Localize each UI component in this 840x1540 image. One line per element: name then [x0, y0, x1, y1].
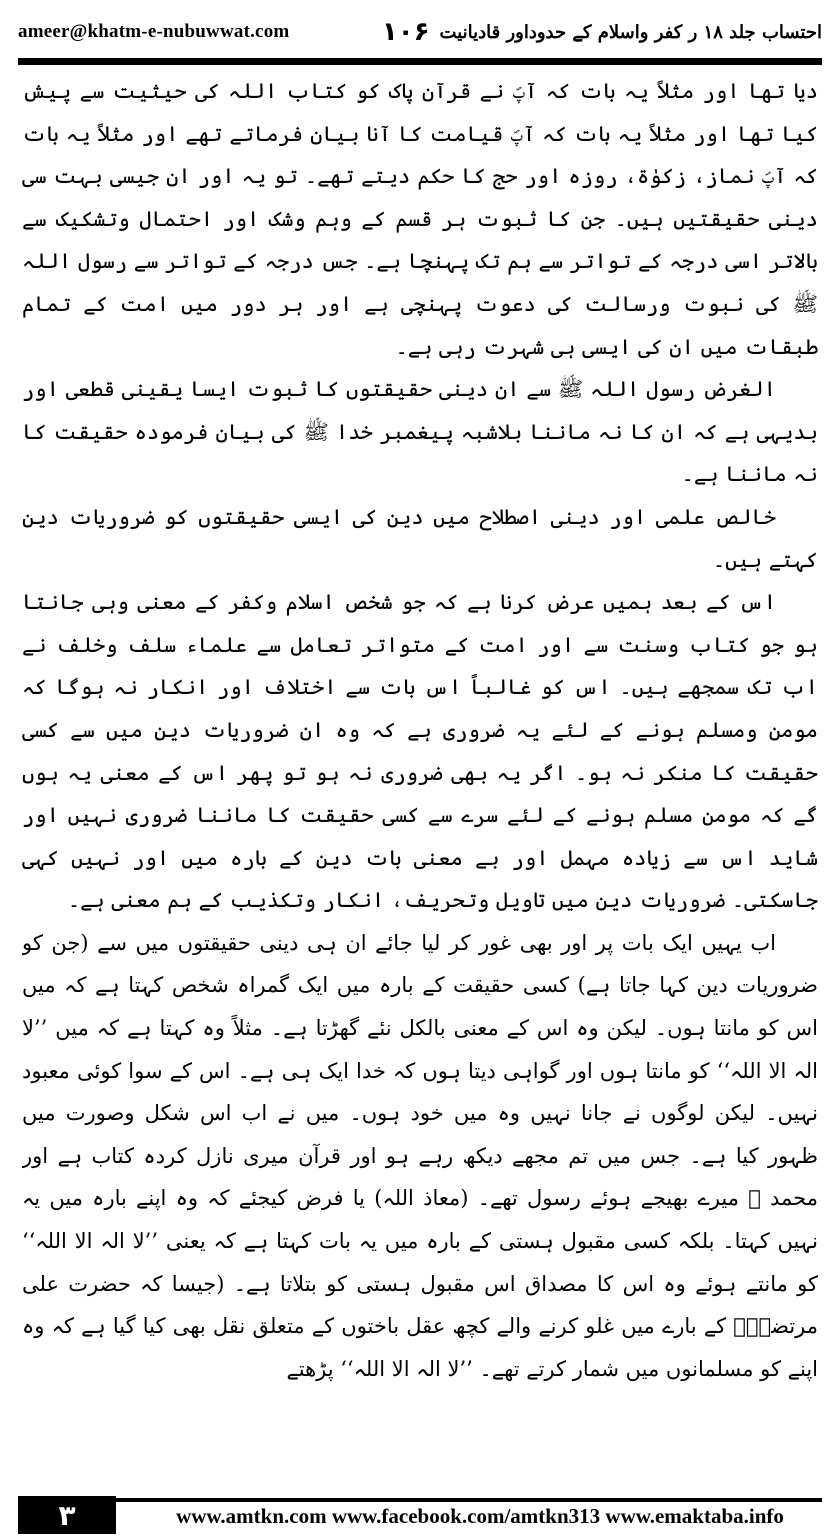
page-header [18, 10, 822, 54]
footer-rule [116, 1498, 822, 1502]
paragraph-1: دیا تھا اور مثلاً یہ بات کہ آپؐ نے قرآن پاک کو کتاب اللہ کی حیثیت سے پیش کیا تھا اور مثلاً یہ بات کہ آپؐ قیامت کا آنا بیان فرماتے تھے اور مثلاً یہ بات کہ آپؐ نماز، زکوٰۃ، روزہ اور حج کا حکم دیتے تھے۔ تو یہ اور ان جیسی بہت سی دینی حقیقتیں ہیں۔ جن کا ثبوت ہر قسم کے وہم وشک اور احتمال وتشکیک سے بالاتر اسی درجہ کے تواتر سے ہم تک پہنچا ہے۔ جس درجہ کے تواتر سے رسول اللہ ﷺ کی نبوت ورسالت کی دعوت پہنچی ہے اور ہر دور میں امت کے تمام طبقات میں ان کی ایسی ہی شہرت رہی ہے۔ [22, 79, 818, 359]
header-email: ameer@khatm-e-nubuwwat.com [18, 21, 290, 42]
header-rule [18, 58, 822, 65]
header-page-number: ۱۰۶ [381, 17, 430, 47]
paragraph-2: الغرض رسول اللہ ﷺ سے ان دینی حقیقتوں کا ثبوت ایسا یقینی قطعی اور بدیہی ہے کہ ان کا نہ ماننا بلاشبہ پیغمبر خدا ﷺ کی بیان فرمودہ حقیقت کا نہ ماننا ہے۔ [22, 377, 818, 487]
page-footer [18, 1498, 822, 1532]
footer-page-number: ۳ [18, 1496, 116, 1534]
paragraph-3: خالص علمی اور دینی اصطلاح میں دین کی ایسی حقیقتوں کو ضروریات دین کہتے ہیں۔ [22, 504, 818, 572]
page-body [22, 70, 818, 1490]
header-title: احتساب جلد ۱۸ ر کفر واسلام کے حدوداور قادیانیت [439, 21, 822, 43]
paragraph-4: اس کے بعد ہمیں عرض کرنا ہے کہ جو شخص اسلام وکفر کے معنی وہی جانتا ہو جو کتاب وسنت سے اور امت کے متواتر تعامل سے علماء سلف وخلف نے اب تک سمجھے ہیں۔ اس کو غالباً اس بات سے اختلاف اور انکار نہ ہوگا کہ مومن ومسلم ہونے کے لئے یہ ضروری ہے کہ وہ ان ضروریات دین میں سے کسی حقیقت کا منکر نہ ہو۔ اگر یہ بھی ضروری نہ ہو تو پھر اس کے معنی یہ ہوں گے کہ مومن مسلم ہونے کے لئے سرے سے کسی حقیقت کا ماننا ضروری نہیں اور شاید اس سے زیادہ مہمل اور بے معنی بات دین کے بارہ میں اور نہیں کہی جاسکتی۔ ضروریات دین میں تاویل وتحریف، انکار وتکذیب کے ہم معنی ہے۔ [22, 590, 818, 913]
paragraph-5: اب یہیں ایک بات پر اور بھی غور کر لیا جائے ان ہی دینی حقیقتوں میں سے (جن کو ضروریات دین کہا جاتا ہے) کسی حقیقت کے بارہ میں ایک گمراہ شخص کہتا ہے کہ میں اس کو مانتا ہوں۔ لیکن وہ اس کے معنی بالکل نئے گھڑتا ہے۔ مثلاً وہ کہتا ہے کہ میں ’’لا الہ الا اللہ‘‘ کو مانتا ہوں اور گواہی دیتا ہوں کہ خدا ایک ہی ہے۔ اس کے سوا کوئی معبود نہیں۔ لیکن لوگوں نے جانا نہیں وہ میں خود ہوں۔ میں نے اب اس شکل وصورت میں ظہور کیا ہے۔ جس میں تم مجھے دیکھ رہے ہو اور قرآن میری نازل کردہ کتاب ہے اور محمد ﷺ میرے بھیجے ہوئے رسول تھے۔ (معاذ اللہ) یا فرض کیجئے کہ وہ اپنے بارہ میں یہ نہیں کہتا۔ بلکہ کسی مقبول ہستی کے بارہ میں یہ بات کہتا ہے کہ یعنی ’’لا الہ الا اللہ‘‘ کو مانتے ہوئے وہ اس کا مصداق اس مقبول ہستی کو بتلاتا ہے۔ (جیسا کہ حضرت علی مرتضیٰؓ کے بارے میں غلو کرنے والے کچھ عقل باختوں کے متعلق نقل بھی کیا گیا ہے کہ وہ اپنے کو مسلمانوں میں شمار کرتے تھے۔ ’’لا الہ الا اللہ‘‘ پڑھتے [22, 930, 818, 1381]
header-title-group [382, 17, 822, 47]
footer-links: www.amtkn.com www.facebook.com/amtkn313 www.emaktaba.info [176, 1504, 784, 1528]
